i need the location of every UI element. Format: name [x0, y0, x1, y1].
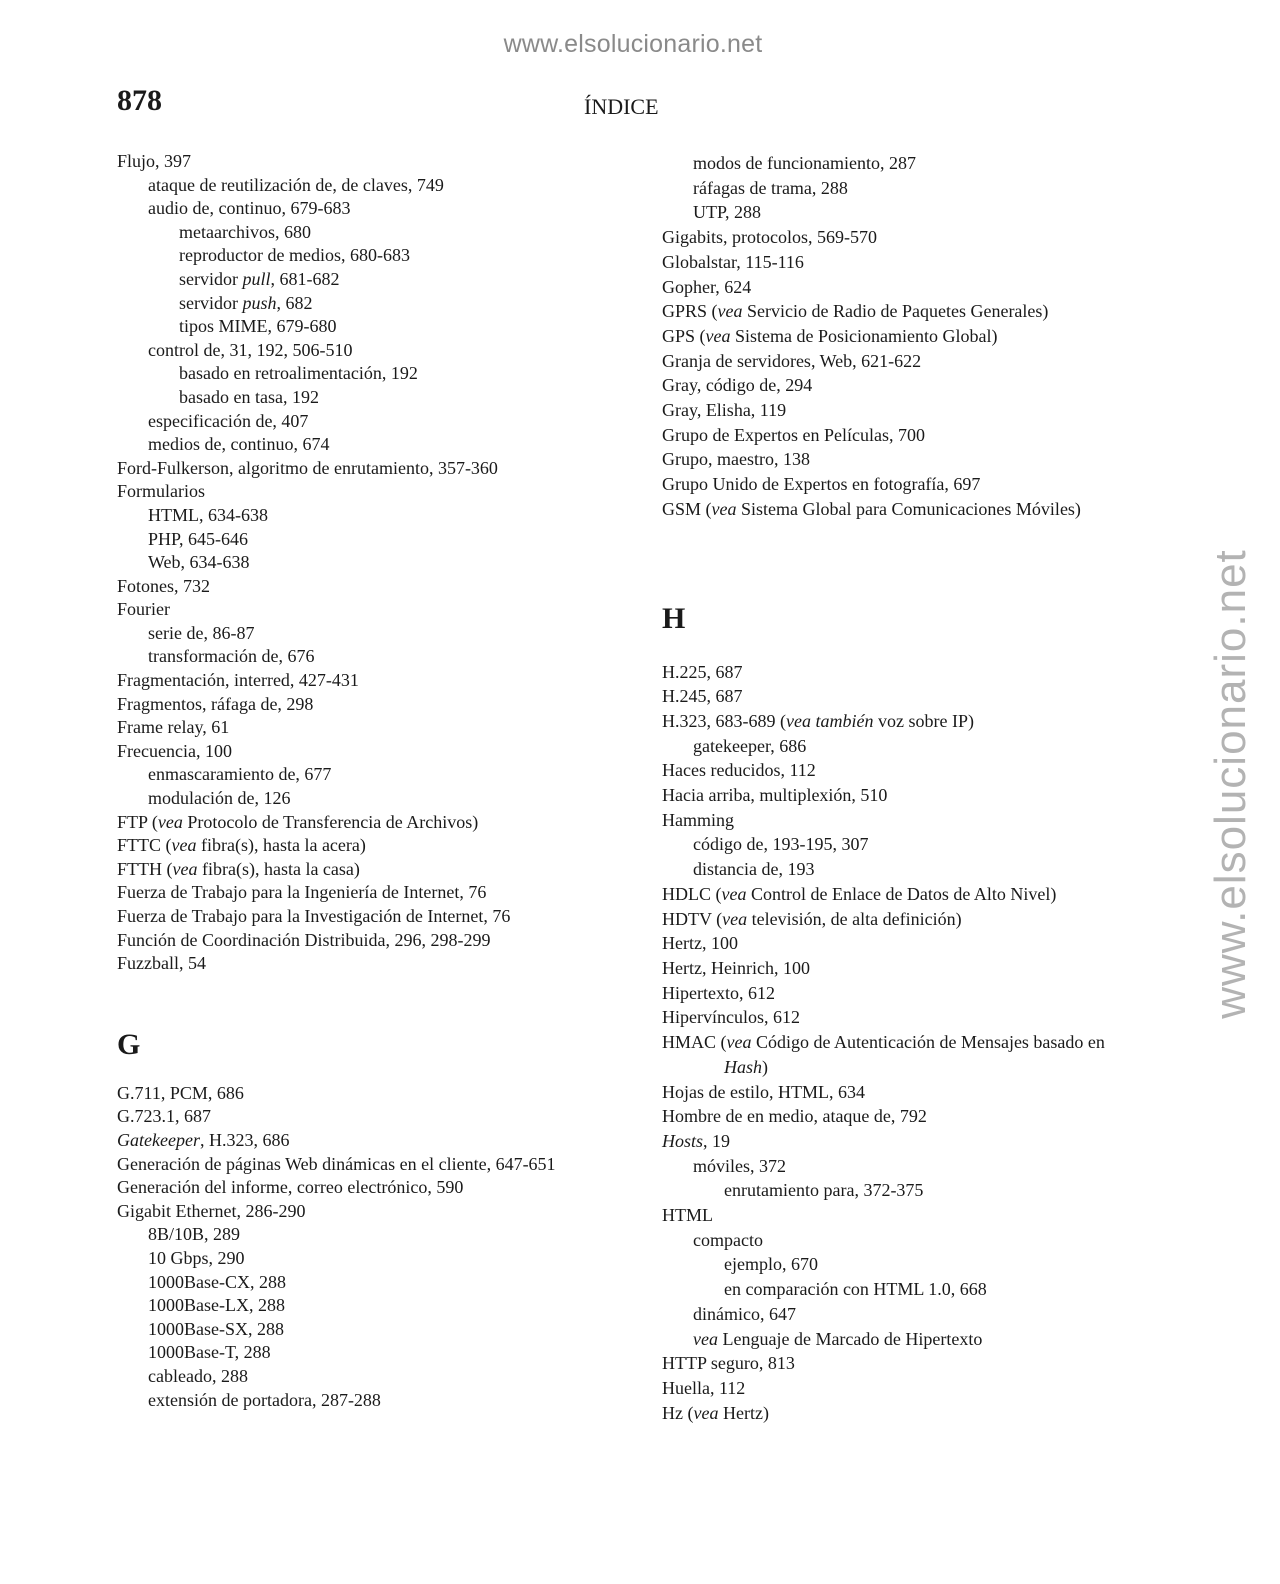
index-entry: FTP (vea Protocolo de Transferencia de Archivos): [117, 811, 479, 832]
index-subentry: cableado, 288: [148, 1365, 248, 1386]
index-subentry: transformación de, 676: [148, 646, 315, 667]
index-subentry: ráfagas de trama, 288: [693, 177, 848, 198]
index-entry: Gigabits, protocolos, 569-570: [662, 227, 877, 248]
index-entry-continuation: Hash): [724, 1056, 769, 1077]
index-subentry: 1000Base-T, 288: [148, 1342, 271, 1363]
index-entry: Generación del informe, correo electrónico, 590: [117, 1177, 464, 1198]
index-entry: Hojas de estilo, HTML, 634: [662, 1081, 865, 1102]
index-subentry: 1000Base-SX, 288: [148, 1318, 284, 1339]
index-entry: Frecuencia, 100: [117, 740, 232, 761]
index-subentry: HTML, 634-638: [148, 504, 268, 525]
index-entry: GSM (vea Sistema Global para Comunicaciones Móviles): [662, 498, 1081, 519]
index-entry: Fragmentación, interred, 427-431: [117, 670, 359, 691]
index-entry: Huella, 112: [662, 1377, 746, 1398]
index-subentry: especificación de, 407: [148, 410, 309, 431]
index-subentry: control de, 31, 192, 506-510: [148, 339, 353, 360]
index-subsubentry: reproductor de medios, 680-683: [179, 245, 410, 266]
index-subentry: móviles, 372: [693, 1155, 786, 1176]
index-entry: Gopher, 624: [662, 276, 752, 297]
index-subentry: medios de, continuo, 674: [148, 434, 330, 455]
index-entry: Gatekeeper, H.323, 686: [117, 1129, 290, 1150]
index-entry: GPRS (vea Servicio de Radio de Paquetes Generales): [662, 301, 1049, 322]
index-entry: Granja de servidores, Web, 621-622: [662, 350, 922, 371]
index-subsubentry: enrutamiento para, 372-375: [724, 1180, 924, 1201]
index-subentry: 8B/10B, 289: [148, 1224, 241, 1245]
index-entry: Hertz, Heinrich, 100: [662, 957, 810, 978]
index-subentry: enmascaramiento de, 677: [148, 764, 332, 785]
index-entry: Fuerza de Trabajo para la Ingeniería de Internet, 76: [117, 882, 487, 903]
index-entry: Fotones, 732: [117, 575, 211, 596]
index-entry: FTTC (vea fibra(s), hasta la acera): [117, 835, 366, 856]
index-entry: Hz (vea Hertz): [662, 1402, 769, 1423]
index-entry: Fourier: [117, 599, 170, 620]
index-subentry: código de, 193-195, 307: [693, 834, 869, 855]
index-entry: G.711, PCM, 686: [117, 1082, 244, 1103]
page-number: 878: [117, 84, 162, 117]
index-entry: Hamming: [662, 809, 734, 830]
index-subentry: 1000Base-CX, 288: [148, 1271, 286, 1292]
index-entry: FTTH (vea fibra(s), hasta la casa): [117, 858, 360, 879]
index-entry: HMAC (vea Código de Autenticación de Mensajes basado en: [662, 1032, 1105, 1053]
index-subentry: distancia de, 193: [693, 859, 815, 880]
index-entry: H.323, 683-689 (vea también voz sobre IP): [662, 710, 974, 731]
index-subsubentry: en comparación con HTML 1.0, 668: [724, 1279, 987, 1300]
index-entry: Formularios: [117, 481, 205, 502]
index-subsubentry: tipos MIME, 679-680: [179, 316, 337, 337]
index-subsubentry: ejemplo, 670: [724, 1254, 818, 1275]
index-entry: Gray, código de, 294: [662, 375, 813, 396]
index-entry: G.723.1, 687: [117, 1106, 211, 1127]
index-entry: Hertz, 100: [662, 933, 738, 954]
index-entry: HDTV (vea televisión, de alta definición): [662, 908, 962, 929]
section-heading-g: G: [117, 1027, 141, 1061]
index-entry: HTML: [662, 1205, 713, 1226]
index-subsubentry: metaarchivos, 680: [179, 221, 311, 242]
side-watermark-url: www.elsolucionario.net: [1206, 549, 1255, 1019]
section-heading-h: H: [662, 601, 686, 635]
index-subentry: UTP, 288: [693, 202, 762, 223]
index-entry: Grupo Unido de Expertos en fotografía, 697: [662, 474, 981, 495]
index-entry: Ford-Fulkerson, algoritmo de enrutamiento, 357-360: [117, 457, 498, 478]
index-subsubentry: basado en retroalimentación, 192: [179, 363, 418, 384]
running-title: ÍNDICE: [584, 94, 659, 119]
index-subentry: modulación de, 126: [148, 788, 291, 809]
watermark-url: www.elsolucionario.net: [503, 30, 763, 58]
index-subentry: dinámico, 647: [693, 1303, 796, 1324]
index-entry: Fragmentos, ráfaga de, 298: [117, 693, 314, 714]
index-subentry: Web, 634-638: [148, 552, 250, 573]
index-right-column: [662, 151, 1182, 1425]
index-entry: Gigabit Ethernet, 286-290: [117, 1200, 306, 1221]
index-entry: Fuerza de Trabajo para la Investigación de Internet, 76: [117, 906, 511, 926]
index-entry: H.245, 687: [662, 686, 743, 707]
index-entry: Hosts, 19: [662, 1130, 731, 1151]
index-entry: HTTP seguro, 813: [662, 1353, 795, 1374]
index-subsubentry: basado en tasa, 192: [179, 386, 319, 407]
index-subentry: 1000Base-LX, 288: [148, 1295, 285, 1316]
index-entry: Grupo, maestro, 138: [662, 449, 810, 470]
index-entry: HDLC (vea Control de Enlace de Datos de Alto Nivel): [662, 883, 1057, 904]
index-entry: Hacia arriba, multiplexión, 510: [662, 785, 888, 806]
index-entry: Hombre de en medio, ataque de, 792: [662, 1106, 927, 1127]
index-entry: GPS (vea Sistema de Posicionamiento Global): [662, 325, 998, 346]
index-entry: Hipervínculos, 612: [662, 1007, 800, 1028]
index-subentry: gatekeeper, 686: [693, 735, 807, 756]
index-subentry: extensión de portadora, 287-288: [148, 1389, 381, 1410]
index-entry: Hipertexto, 612: [662, 982, 775, 1003]
index-subentry: 10 Gbps, 290: [148, 1247, 245, 1268]
index-entry: Globalstar, 115-116: [662, 251, 804, 272]
index-entry: Gray, Elisha, 119: [662, 400, 787, 421]
index-subentry: ataque de reutilización de, de claves, 749: [148, 174, 444, 195]
index-entry: Grupo de Expertos en Películas, 700: [662, 424, 925, 445]
index-entry: Haces reducidos, 112: [662, 760, 816, 781]
index-entry: Frame relay, 61: [117, 717, 230, 738]
index-subentry: PHP, 645-646: [148, 528, 249, 549]
index-left-column: [117, 150, 637, 1412]
index-entry: Flujo, 397: [117, 151, 192, 171]
index-entry: Generación de páginas Web dinámicas en el cliente, 647-651: [117, 1153, 556, 1174]
index-entry: H.225, 687: [662, 661, 743, 682]
index-subentry: serie de, 86-87: [148, 622, 255, 643]
index-entry: Función de Coordinación Distribuida, 296, 298-299: [117, 929, 491, 950]
index-subentry: audio de, continuo, 679-683: [148, 198, 351, 219]
index-subentry: vea Lenguaje de Marcado de Hipertexto: [693, 1328, 983, 1349]
index-subentry: modos de funcionamiento, 287: [693, 153, 916, 173]
index-subentry: compacto: [693, 1229, 763, 1250]
index-entry: Fuzzball, 54: [117, 953, 206, 974]
index-subsubentry: servidor push, 682: [179, 292, 313, 313]
index-subsubentry: servidor pull, 681-682: [179, 268, 340, 289]
